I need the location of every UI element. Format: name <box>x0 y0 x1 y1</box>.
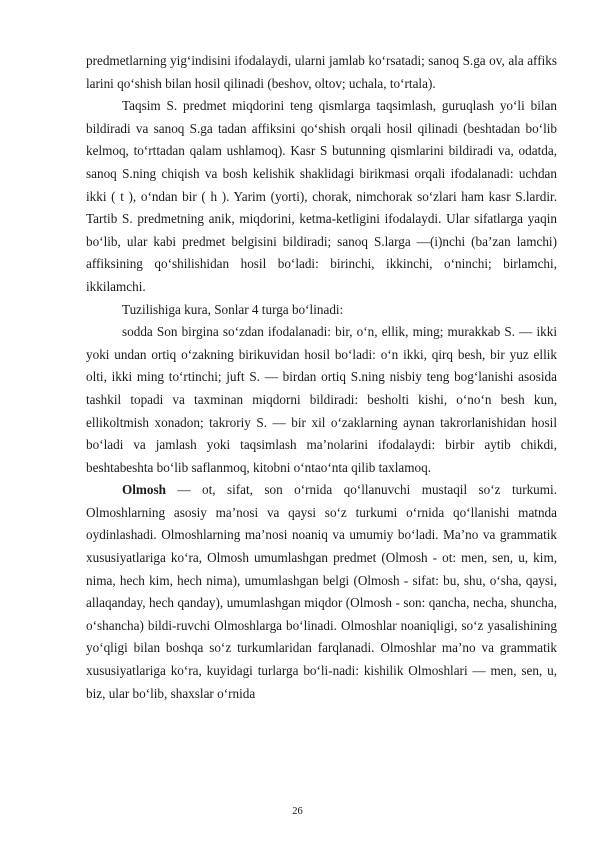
paragraph-2: Taqsim S. predmet miqdorini teng qismlarga taqsimlash, guruqlash yoʻli bilan bildiradi va sanoq S.ga tadan affiksini qoʻshish orqali hosil qilinadi (beshtadan boʻlib kelmoq, toʻrttadan qalam ushlamoq). Kasr S butunning qismlarini bildiradi va, odatda, sanoq S.ning chiqish va bosh kelishik shaklidagi birikmasi orqali ifodalanadi: uchdan ikki ( t ), oʻndan bir ( h ). Yarim (yorti), chorak, nimchorak soʻzlari ham kasr S.lardir. Tartib S. predmetning anik, miqdorini, ketma-ketligini ifodalaydi. Ular sifatlarga yaqin boʻlib, ular kabi predmet belgisini bildiradi; sanoq S.larga —(i)nchi (baʼzan lamchi) affiksining qoʻshilishidan hosil boʻladi: birinchi, ikkinchi, oʻninchi; birlamchi, ikkilamchi. <box>86 98 557 294</box>
paragraph-5 <box>86 479 557 705</box>
term-olmosh: Olmosh <box>122 482 166 498</box>
paragraph-4: sodda Son birgina soʻzdan ifodalanadi: bir, oʻn, ellik, ming; murakkab S. — ikki yoki undan ortiq oʻzakning birikuvidan hosil boʻladi: oʻn ikki, qirq besh, bir yuz ellik olti, ikki ming toʻrtinchi; juft S. — birdan ortiq S.ning nisbiy teng bogʻlanishi asosida tashkil topadi va taxminan miqdorni bildiradi: besholti kishi, oʻnoʻn besh kun, ellikoltmish xonadon; takroriy S. — bir xil oʻzaklarning aynan takrorlanishidan hosil boʻladi va jamlash yoki taqsimlash maʼnolarini ifodalaydi: birbir aytib chikdi, beshtabeshta boʻlib saflanmoq, kitobni oʻntaoʻnta qilib taxlamoq. <box>86 324 557 475</box>
paragraph-5-text: — ot, sifat, son oʻrnida qoʻllanuvchi mustaqil soʻz turkumi. Olmoshlarning asosiy maʼnosi va qaysi soʻz turkumi oʻrnida qoʻllanishi matnda oydinlashadi. Olmoshlarning maʼnosi noaniq va umumiy boʻladi. Maʼno va grammatik xususiyatlariga koʻra, Olmosh umumlashgan predmet (Olmosh - ot: men, sen, u, kim, nima, hech kim, hech nima), umumlashgan belgi (Olmosh - sifat: bu, shu, oʻsha, qaysi, allaqanday, hech qanday), umumlashgan miqdor (Olmosh - son: qancha, necha, shuncha, oʻshancha) bildi-ruvchi Olmoshlarga boʻlinadi. Olmoshlar noaniqligi, soʻz yasalishining yoʻqligi bilan boshqa soʻz turkumlaridan farqlanadi. Olmoshlar maʼno va grammatik xususiyatlariga koʻra, kuyidagi turlarga boʻli-nadi: kishilik Olmoshlari — men, sen, u, biz, ular boʻlib, shaxslar oʻrnida <box>86 482 557 701</box>
page-number: 26 <box>292 806 303 817</box>
paragraph-3: Tuzilishiga kura, Sonlar 4 turga boʻlinadi: <box>122 301 344 317</box>
document-body <box>86 50 557 705</box>
paragraph-1: predmetlarning yigʻindisini ifodalaydi, ularni jamlab koʻrsatadi; sanoq S.ga ov, ala affiks larini qoʻshish bilan hosil qilinadi (beshov, oltov; uchala, toʻrtala). <box>86 53 557 91</box>
